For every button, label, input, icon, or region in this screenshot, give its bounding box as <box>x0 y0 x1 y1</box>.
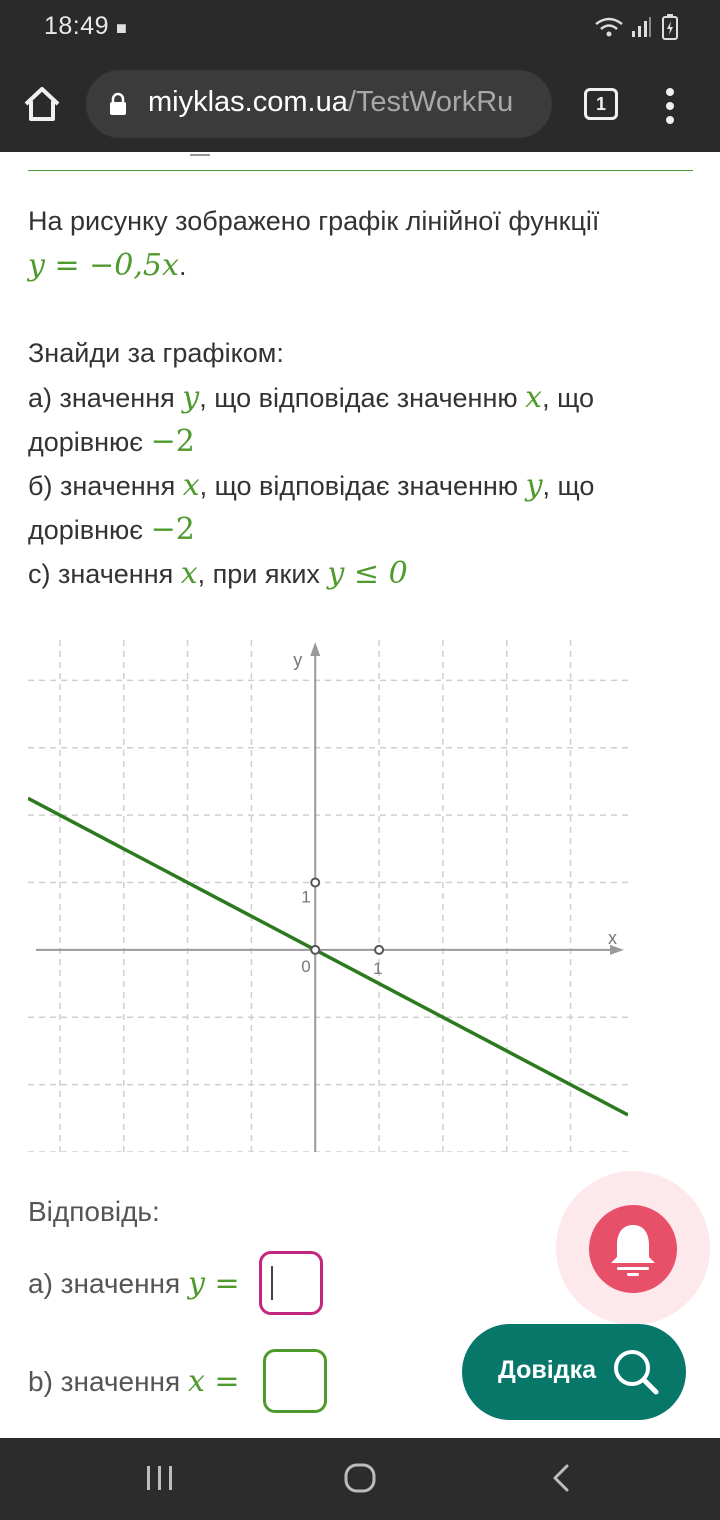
answer-a-row <box>28 1266 240 1301</box>
lock-icon <box>108 92 128 116</box>
task-c-pre: с) значення <box>28 559 181 589</box>
browser-toolbar <box>0 56 720 152</box>
answer-b-input[interactable] <box>263 1349 327 1413</box>
bell-icon <box>589 1205 677 1293</box>
function-formula: y = −0,5x <box>28 248 179 283</box>
task-b-equals: дорівнює <box>28 515 151 545</box>
x-axis-label: x <box>608 927 617 948</box>
graph-point <box>311 879 319 887</box>
function-line <box>28 798 628 1115</box>
home-icon[interactable] <box>20 82 64 126</box>
task-b-value: −2 <box>150 512 195 547</box>
gamepad-icon: ■ <box>116 18 127 38</box>
back-icon[interactable] <box>542 1458 582 1498</box>
task-c-line <box>28 556 408 591</box>
status-time: 18:49 <box>44 12 110 40</box>
task-a-line2 <box>28 424 195 459</box>
x-tick-label-1: 1 <box>373 958 383 978</box>
formula-end: . <box>178 251 187 281</box>
address-bar[interactable] <box>86 70 552 138</box>
task-b-line1 <box>28 468 594 503</box>
graph-point <box>375 946 383 954</box>
section-divider <box>28 170 693 171</box>
system-nav-bar <box>0 1438 720 1520</box>
wifi-icon <box>594 16 624 38</box>
search-icon <box>610 1346 662 1398</box>
url-text <box>148 86 513 119</box>
function-graph <box>28 640 628 1152</box>
answer-a-pre: а) значення <box>28 1268 188 1299</box>
task-a-equals: дорівнює <box>28 427 151 457</box>
answer-heading: Відповідь: <box>28 1196 160 1227</box>
task-a-line1 <box>28 380 594 415</box>
series-layer <box>28 798 628 1115</box>
battery-icon <box>662 14 678 40</box>
task-b-post: , що <box>542 471 595 501</box>
status-bar <box>0 0 720 56</box>
y-tick-label-1: 1 <box>301 887 311 907</box>
help-button[interactable] <box>462 1324 686 1420</box>
origin-label: 0 <box>301 956 311 976</box>
answer-a-input[interactable] <box>259 1251 323 1315</box>
task-c-var-x: x <box>180 556 198 591</box>
tab-count: 1 <box>595 94 606 114</box>
task-a-var-x: x <box>525 380 543 415</box>
question-intro: На рисунку зображено графік лінійної функції <box>28 206 600 236</box>
answer-a-eq: = <box>204 1266 240 1301</box>
y-axis-label: y <box>293 650 303 670</box>
tab-switcher-button[interactable] <box>584 88 618 120</box>
find-instruction: Знайди за графіком: <box>28 338 284 368</box>
grid <box>28 640 628 1152</box>
task-c-condition: y ≤ 0 <box>327 556 408 591</box>
task-b-pre: б) значення <box>28 471 183 501</box>
url-host: miyklas.com.ua <box>148 86 348 118</box>
question-formula-line <box>28 248 186 283</box>
more-menu-icon[interactable] <box>660 86 680 126</box>
notification-bell-button[interactable] <box>589 1205 677 1293</box>
task-a-value: −2 <box>150 424 195 459</box>
graph-point <box>311 946 319 954</box>
answer-b-var: x <box>187 1364 205 1399</box>
answer-b-pre: b) значення <box>28 1366 188 1397</box>
answer-a-var: y <box>187 1266 205 1301</box>
y-axis-arrow <box>310 642 320 656</box>
recent-apps-icon[interactable] <box>140 1458 180 1498</box>
signal-icon <box>630 16 652 38</box>
task-b-line2 <box>28 512 195 547</box>
task-c-mid: , при яких <box>197 559 328 589</box>
task-b-mid: , що відповідає значенню <box>199 471 526 501</box>
answer-b-row <box>28 1364 240 1399</box>
task-a-pre: а) значення <box>28 383 183 413</box>
points-layer <box>311 879 383 954</box>
help-button-label: Довідка <box>498 1356 596 1384</box>
answer-b-eq: = <box>204 1364 240 1399</box>
task-a-post: , що <box>542 383 594 413</box>
text-caret <box>271 1266 273 1300</box>
task-a-mid: , що відповідає значенню <box>199 383 526 413</box>
url-path: /TestWorkRu <box>347 86 514 118</box>
task-a-var-y: y <box>182 380 200 415</box>
task-b-var-x: x <box>182 468 200 503</box>
clipped-heading-fragment <box>190 150 210 156</box>
task-b-var-y: y <box>525 468 543 503</box>
home-nav-icon[interactable] <box>340 1458 380 1498</box>
